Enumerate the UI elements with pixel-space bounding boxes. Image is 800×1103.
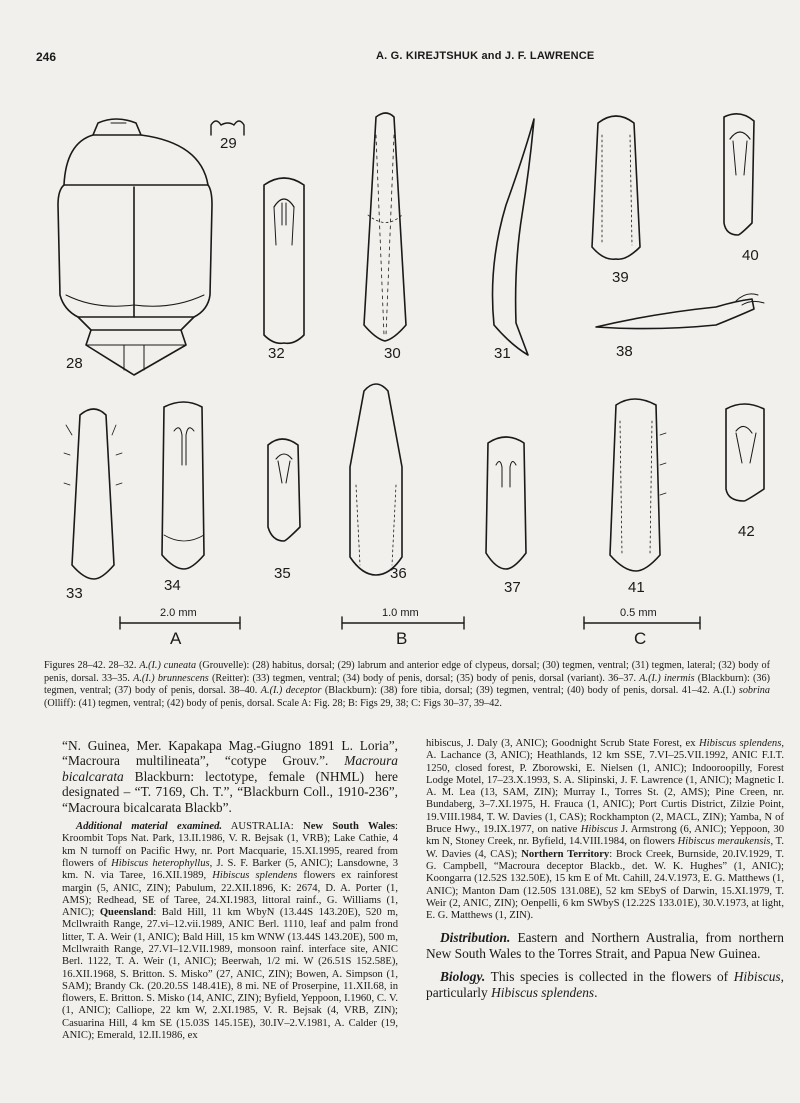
fig-label-30: 30 [384,345,401,362]
page-number: 246 [36,50,57,64]
additional-material-paragraph: Additional material examined. AUSTRALIA: New South Wales: Kroombit Tops Nat. Park, 13.II.1986, V. R. Bejsak (1, VRB); Lake Cathie, 4 km N turnoff on Pacific Hwy, nr. Port Macquarie, 15.XI.1995, reared from flowers of Hibiscus heterophyllus, J. S. F. Barker (5, ANIC); Lansdowne, 3 km. N. via Taree, 16.XII.1989, Hibiscus splendens flowers ex rainforest margin (5, ANIC, ZIN); Pabulum, 22.XII.1896, K: 2674, D. A. Porter (1, AMS); Redhead, SE of Taree, 24.XI.1983, littoral rainf., G. Williams (1, ANIC); Queensland: Bald Hill, 11 km WbyN (13.44S 143.20E), 520 m, Mcllwraith Range, 27.vi–12.vii.1989, ANIC Berl. 1110, leaf and palm frond litter, T. A. Weir (1, ANIC); Bald Hill, 15 km WNW (13.44S 143.20E), 500 m, Mcllwraith Range, 27.VI–12.VII.1989, monsoon rainf. interface site, ANIC Berl. 1122, T. A. Weir (1, ANIC); Beerwah, 1/2 mi. W (26.51S 152.58E), 16.XII.1968, S. Britton. S. Misko” (27, ANIC, ZIN); Bowen, A. Simpson (1, SAM); Brandy Ck. (20.20.5S 148.41E), 8 mi. NE of Proserpine, 11.XII.68, in flowers, E. Britton. S. Misko (14, ANIC, ZIN); Byfield, Yeppoon, I.1960, C. V. (1, ANIC); Calliope, 22 km W, 2.XI.1985, V. R. Bejsak (4, VRB, ZIN); Casuarina Hill, 4 km SE (15.03S 145.15E), 30.IV–2.V.1981, A. Calder (19, ANIC); Emerald, 12.II.1986, ex [62,821,399,1042]
penis-drawing-37 [486,437,526,569]
fig-label-40: 40 [742,247,759,264]
tegmen-drawing-30 [364,113,406,341]
additional-material-continued: hibiscus, J. Daly (3, ANIC); Goodnight Scrub State Forest, ex Hibiscus splendens, A. Lachance (3, ANIC); Heathlands, 12 km SSE, 7.VI–25.VII.1992, ANIC F.I.T. 1250, closed forest, P. Zborowski, E. Nielsen (1, ANIC); Indooroopilly, Forest Lodge Motel, 17–23.X.1993, S. A. Slipinski, J. F. Lawrence (1, ANIC); Magnetic I. A. M. Lea (13, SAM, ZIN); Murray I., Torres St. (2, AMS); Pine Creen, nr. Bundaberg, 3–7.XI.1975, H. Frauca (1, ANIC); Port Curtis District, Zilzie Point, 19.VIII.1984, T. W. Davies (1, CAS); Rockhampton (2, MACL, ZIN); Yamba, N of Bruce Hwy., 19.IX.1977, on native Hibiscus J. Armstrong (6, ANIC); Yeppoon, 30 km N, Stoney Creek, nr. Byfield, 14.VIII.1984, on flowers Hibiscus meraukensis, T. W. Davies (4, CAS); Northern Territory: Brock Creek, Burnside, 20.IV.1929, T. G. Campbell, “Macroura deceptor Blackb., det. W. K. Hughes” (1, ANIC); Koongarra (12.52S 132.50E), 15 km E of Mt. Cahill, 24.V.1973, E. G. Matthews (1, ANIC); Manton Dam (12.50S 131.08E), 52 km SEbyS of Darwin, 15.XI.1979, T. Weir (2, ANIC, ZIN); Oenpelli, 6 km SWbyS (12.22S 133.01E), 30.V.1973, at light, E. G. Matthews (1, ZIN). [426,738,784,922]
labrum-drawing [211,121,244,135]
fig-label-41: 41 [628,579,645,596]
fig-label-29: 29 [220,135,237,152]
fig-label-33: 33 [66,585,83,602]
tegmen-drawing-33 [64,409,122,579]
fore-tibia-drawing [596,294,764,329]
running-title: A. G. KIREJTSHUK and J. F. LAWRENCE [376,50,595,62]
tegmen-drawing-36 [350,384,402,575]
fig-label-31: 31 [494,345,511,362]
fig-label-28: 28 [66,355,83,372]
left-column [62,738,398,1048]
scale-b-letter: B [396,629,408,648]
tegmen-drawing-39 [592,116,640,259]
tegmen-drawing-41 [610,399,666,571]
fig-label-42: 42 [738,523,755,540]
distribution-paragraph: Distribution. Eastern and Northern Australia, from northern New South Wales to the Torres Strait, and Papua New Guinea. [426,930,784,961]
fig-label-39: 39 [612,269,629,286]
penis-drawing-34 [162,402,204,569]
scale-c-value: 0.5 mm [620,607,657,619]
fig-label-38: 38 [616,343,633,360]
biology-paragraph: Biology. This species is collected in the flowers of Hibiscus, particularly Hibiscus splendens. [426,969,784,1000]
scale-b-value: 1.0 mm [382,607,419,619]
running-header [36,50,776,70]
fig-label-32: 32 [268,345,285,362]
figure-caption: Figures 28–42. 28–32. A.(I.) cuneata (Grouvelle): (28) habitus, dorsal; (29) labrum and anterior edge of clypeus, dorsal; (30) tegmen, ventral; (31) tegmen, lateral; (32) body of penis, dorsal. 33–35. A.(I.) brunnescens (Reitter): (33) tegmen, ventral; (34) body of penis, dorsal; (35) body of penis, dorsal (variant). 36–37. A.(I.) inermis (Blackburn): (36) tegmen, ventral; (37) body of penis, dorsal. 38–40. A.(I.) deceptor (Blackburn): (38) fore tibia, dorsal; (39) tegmen, ventral; (40) body of penis, dorsal. 41–42. A.(I.) sobrina (Olliff): (41) tegmen, ventral; (42) body of penis, dorsal. Scale A: Fig. 28; B: Figs 29, 38; C: Figs 30–37, 39–42. [44,660,771,709]
penis-drawing-32 [264,178,304,343]
scale-c-letter: C [634,629,647,648]
scale-a-letter: A [170,629,182,648]
fig-label-36: 36 [390,565,407,582]
fig-label-37: 37 [504,579,521,596]
right-column [426,738,784,1006]
figure-plate [36,95,776,655]
penis-drawing-42 [726,404,764,501]
scale-a-value: 2.0 mm [160,607,197,619]
penis-drawing-35 [268,439,300,541]
habitus-drawing [58,119,212,375]
fig-label-34: 34 [164,577,181,594]
tegmen-lateral-drawing [493,119,535,355]
fig-label-35: 35 [274,565,291,582]
type-material-paragraph: “N. Guinea, Mer. Kapakapa Mag.-Giugno 1891 L. Loria”, “Macroura multilineata”, “cotype Grouv.”. Macroura bicalcarata Blackburn: lectotype, female (NHML) here designated – “T. 7169, Ch. T.”, “Blackburn Coll., 1910-236”, “Macroura bicalcarata Blackb”. [62,738,398,815]
penis-drawing-40 [724,114,754,235]
